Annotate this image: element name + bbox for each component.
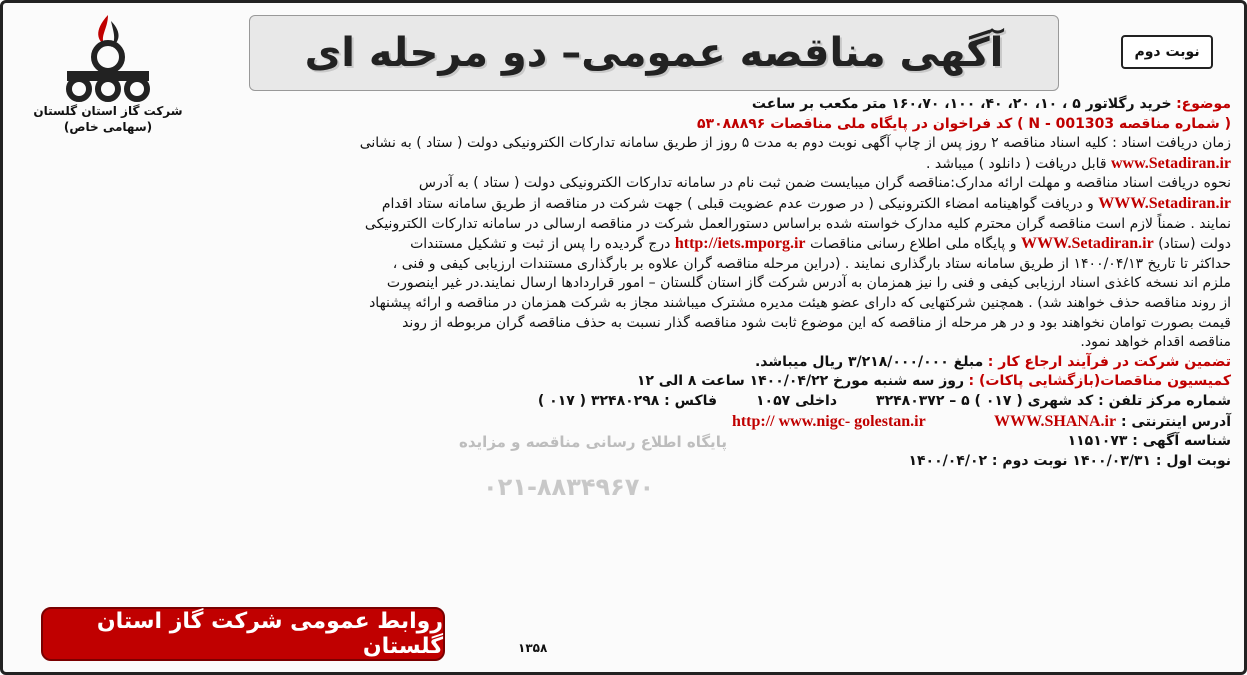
submission-line-6: ملزم اند نسخه کاغذی اسناد ارزیابی کیفی و فنی را نیز همزمان به آدرس شرکت گاز استان گلستان – امور قراردادها ارسال نمایند.در غیر اینصورت [386, 275, 1231, 292]
ad-code: ۱۳۵۸ [518, 641, 548, 655]
guarantee-text: مبلغ ۳/۲۱۸/۰۰۰/۰۰۰ ریال میباشد. [754, 353, 984, 370]
guarantee-line [17, 353, 1231, 373]
doc-receipt-line-1: زمان دریافت اسناد : کلیه اسناد مناقصه ۲ روز پس از چاپ آگهی نوبت دوم به مدت ۵ روز از طریق سامانه تدارکات الکترونیکی دولت ( ستاد ) به نشانی [359, 135, 1231, 152]
contact-line [17, 392, 1231, 412]
submission-text-4b: و پایگاه ملی اطلاع رسانی مناقصات [809, 236, 1017, 253]
submission-line-2 [17, 194, 1231, 215]
nigc-golestan-link[interactable]: http:// www.nigc- golestan.ir [731, 412, 926, 430]
submission-line-8: قیمت بصورت توامان نخواهند بود و در هر مرحله از مناقصه که این موضوع ثابت شود مناقصه گذار نسبت به حذف مناقصه گران مربوطه از روند [402, 314, 1231, 331]
header-banner [249, 15, 1059, 91]
submission-line-7: از روند مناقصه حذف خواهند شد) . همچنین شرکتهایی که دارای عضو هیئت مدیره مشترک میباشند مجاز به شرکت همزمان در مناقصه و ارائه پیشنهاد [369, 294, 1231, 311]
submission-line-9: مناقصه اقدام خواهد نمود. [1080, 334, 1231, 351]
submission-line-3: نمایند . ضمناً لازم است مناقصه گران محترم کلیه مدارک خواسته شده براساس دستورالعمل شرکت در مناقصه ارسالی در سامانه تدارکات الکترونیکی [364, 215, 1231, 232]
submission-text-2: و دریافت گواهینامه امضاء الکترونیکی ( در صورت عدم عضویت قبلی ) جهت شرکت در مناقصه از طریق سامانه ستاد اقدام [381, 195, 1094, 212]
watermark-number: ۰۲۱-۸۸۳۴۹۶۷۰ [483, 473, 655, 501]
subject-line [17, 95, 1231, 115]
iets-link[interactable]: http://iets.mporg.ir [674, 235, 806, 253]
commission-line [17, 372, 1231, 392]
subject-text: خرید رگلاتور ۵ ، ۱۰، ۲۰، ۴۰، ۱۰۰، ۱۶۰،۷۰ متر مکعب بر ساعت [751, 96, 1172, 112]
tender-number-line: ( شماره مناقصه N - 001303 ) کد فراخوان در پایگاه ملی مناقصات ۵۳۰۸۸۸۹۶ [696, 115, 1231, 132]
subject-label: موضوع: [1176, 96, 1231, 112]
commission-text: روز سه شنبه مورخ ۱۴۰۰/۰۴/۲۲ ساعت ۸ الی ۱۲ [636, 373, 965, 390]
doc-receipt-text: قابل دریافت ( دانلود ) میباشد . [926, 155, 1107, 172]
submission-line-4 [17, 234, 1231, 255]
fax-text: فاکس : ۳۲۴۸۰۲۹۸ ( ۰۱۷ ) [537, 392, 718, 409]
submission-text-4a: دولت (ستاد) [1158, 236, 1231, 253]
announcement-body [17, 95, 1231, 665]
submission-line-5: حداکثر تا تاریخ ۱۴۰۰/۰۴/۱۳ از طریق سامانه ستاد بارگذاری نمایند . (دراین مرحله مناقصه گران علاوه بر بارگذاری مستندات ارزیابی کیفی و فنی ، [392, 255, 1231, 272]
website-label: آدرس اینترنتی : [1120, 413, 1231, 430]
public-relations-banner: روابط عمومی شرکت گاز استان گلستان [41, 607, 445, 661]
publication-dates: نوبت اول : ۱۴۰۰/۰۳/۳۱ نوبت دوم : ۱۴۰۰/۰۴/۰۲ [908, 452, 1231, 469]
submission-text-4c: درج گردیده را پس از ثبت و تشکیل مستندات [410, 236, 671, 253]
edition-badge: نوبت دوم [1121, 35, 1213, 69]
phone-text: شماره مرکز تلفن : کد شهری ( ۰۱۷ ) ۵ – ۳۲۴۸۰۳۷۲ [876, 392, 1231, 409]
watermark-text: پایگاه اطلاع رسانی مناقصه و مزایده [459, 433, 727, 451]
setadiran-link[interactable]: www.Setadiran.ir [1111, 154, 1231, 172]
setadiran-link-3[interactable]: WWW.Setadiran.ir [1020, 235, 1154, 253]
commission-label: کمیسیون مناقصات(بازگشایی پاکات) : [968, 373, 1231, 390]
setadiran-link-2[interactable]: WWW.Setadiran.ir [1098, 194, 1231, 212]
extension-text: داخلی ۱۰۵۷ [756, 392, 838, 409]
ad-id-line: شناسه آگهی : ۱۱۵۱۰۷۳ [1067, 433, 1231, 450]
gas-flame-logo-icon [53, 11, 163, 103]
company-name: شرکت گاز استان گلستان [33, 104, 183, 118]
website-line [17, 412, 1231, 433]
submission-line-1: نحوه دریافت اسناد مناقصه و مهلت ارائه مدارک:مناقصه گران میبایست ضمن ثبت نام در سامانه تدارکات الکترونیکی دولت ( ستاد ) به آدرس [418, 175, 1231, 192]
shana-link[interactable]: WWW.SHANA.ir [993, 412, 1117, 430]
page-title: آگهی مناقصه عمومی– دو مرحله ای [304, 30, 1004, 76]
guarantee-label: تضمین شرکت در فرآیند ارجاع کار : [987, 353, 1231, 370]
doc-receipt-line-2 [17, 154, 1231, 175]
company-type: (سهامی خاص) [63, 120, 153, 134]
